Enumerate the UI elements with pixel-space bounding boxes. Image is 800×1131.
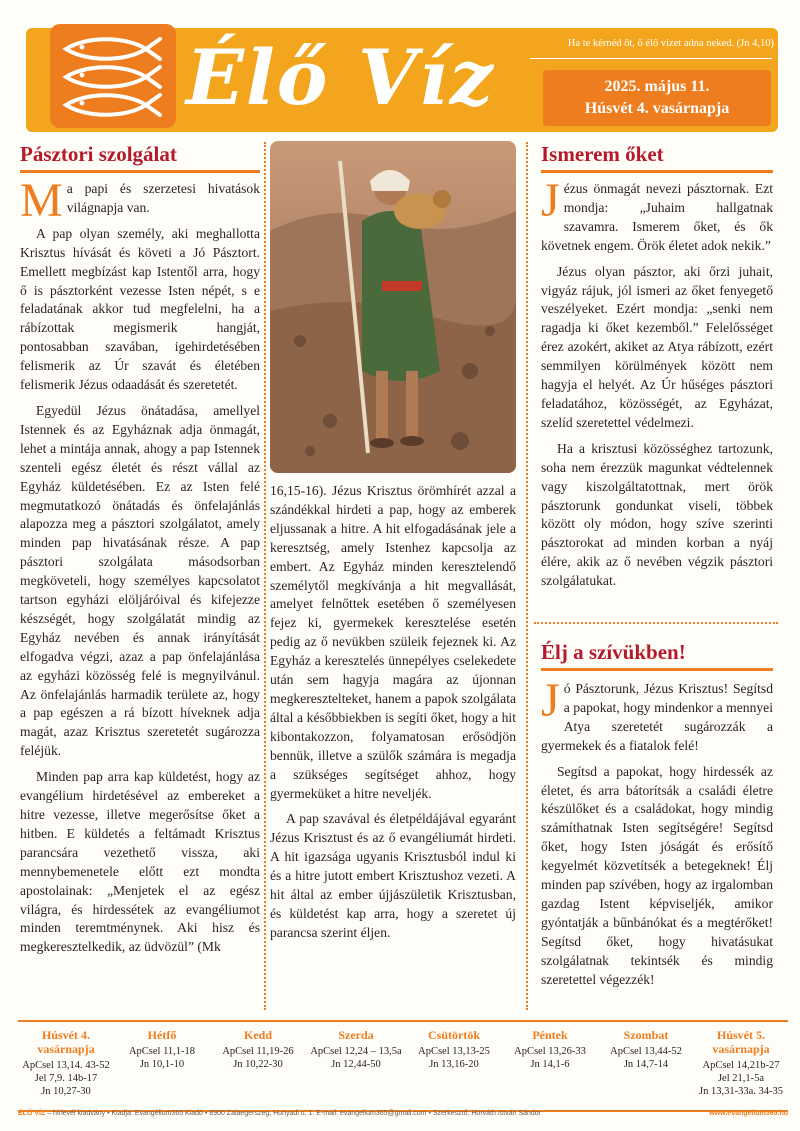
- reading-ref: Jn 10,22-30: [233, 1059, 283, 1070]
- reading-ref: Jel 21,1-5a: [717, 1073, 765, 1084]
- heading-rule: [20, 170, 260, 173]
- article2-p3: Ha a krisztusi közösséghez tartozunk, soha nem érezzük magunkat védtelennek vagy kiszolgáltatottnak, mert örök pásztorunk gondunkat viseli, többek között oly módon, hogy szíve szerinti pásztorokat ad minden korban a nyáj élére, akik az ő nevében végzik pásztori szolgálatukat.: [541, 440, 773, 589]
- article1-heading: Pásztori szolgálat: [20, 142, 177, 166]
- reading-ref: Jn 13,16-20: [429, 1059, 479, 1070]
- fish-icon: [60, 92, 164, 118]
- footer-website[interactable]: www.evangelium365.hu: [709, 1110, 788, 1117]
- reading-ref: Jn 10,1-10: [139, 1059, 185, 1070]
- reading-day: [210, 1028, 306, 1071]
- reading-ref: Jn 10,27-30: [41, 1086, 91, 1097]
- issue-occasion: Húsvét 4. vasárnapja: [584, 100, 730, 117]
- reading-ref: ApCsel 13,44-52: [610, 1046, 682, 1057]
- article2-p2: Jézus olyan pásztor, aki őrzi juhait, vigyáz rájuk, jól ismeri az őket fenyegető veszélyeket. Ezért mondja: „senki nem ragadja ki őket kezemből.” Felelősséget érez azokért, akiket az Atya rábízott, ezért semmilyen körülmények között nem hagyja el helyét. Az Úr hűséges pásztori feladatához, közösségét, az Egyházat, szelíd szeretettel védelmezi.: [541, 263, 773, 430]
- reading-day-name: Húsvét 5. vasárnapja: [712, 1028, 770, 1056]
- fish-icon: [60, 64, 164, 90]
- reading-ref: ApCsel 13,14. 43-52: [22, 1060, 110, 1071]
- reading-day-name: Szombat: [623, 1028, 669, 1042]
- article2-body: [541, 174, 773, 598]
- article1-body: [20, 174, 260, 964]
- article2-p1: ézus önmagát nevezi pásztornak. Ezt mondja: „Juhaim hallgatnak szavamra. Ismerem őket, és ők követnek engem. Örök életet adok nekik.”: [541, 181, 773, 253]
- reading-ref: Jn 13,31-33a. 34-35: [699, 1086, 783, 1097]
- article1-p3: Egyedül Jézus önátadása, amellyel Istennek és az Egyháznak adja önmagát, lehet a mintája annak, ahogy a pap Istennek szenteli egész életét és részt vállal az Egyház küldetésében. Ez az Isten felé megmutatkozó önátadás és önfelajánlás alapozza meg a pásztori szolgálatot, amely minden pap hivatásának része. A pap pásztori szolgálata másodsorban megköveteli, hogy személyes kapcsolatot tartson egyházi elöljáróival és kifejezze készségét, hogy szolgálatát mindig az Egyház nevében és annak irányítását elfogadva végzi, azaz a pap önfelajánlása az egyházi közösség felé is megnyilvánul. Az önfelajánlás harmadik területe az, hogy a pap egészen a rá bízott híveknek adja magát, azaz Krisztus szeretetét sugározza feléjük.: [20, 402, 260, 759]
- footer-text: – hírlevél kiadvány • Kiadja: Evangélium365 Kiadó • 8900 Zalaegerszeg, Hunyadi u. 1. E-mail: evangelium365@gmail.com • Szerkesztő: Horváth István Sándor: [47, 1110, 542, 1117]
- reading-day-name: Csütörtök: [427, 1028, 480, 1042]
- reading-ref: Jn 12,44-50: [331, 1059, 381, 1070]
- article3-p1: ó Pásztorunk, Jézus Krisztus! Segítsd a papokat, hogy mindenkor a mennyei Atya szeretetét sugározzák a gyermekek és a fiatalok felé!: [541, 681, 773, 753]
- reading-ref: ApCsel 13,13-25: [418, 1046, 490, 1057]
- article2-heading: Ismerem őket: [541, 142, 664, 166]
- footer-brand: ÉLŐ VÍZ: [18, 1110, 46, 1117]
- article1-p5: 16,15-16). Jézus Krisztus örömhírét azzal a szándékkal hirdeti a pap, hogy az emberek eljussanak a hitre. A hit elfogadásának jele a keresztség, amely Istenhez kapcsolja az embert. Az Egyház minden keresztelendő személytől megkívánja a hit megvallását, amelyet felnőttek esetében ő személyesen fejez ki, gyermekek keresztelése esetén pedig az ő nevükben szüleik fejeznek ki. Az Egyház a keresztelés ünnepélyes cselekedete után sem hagyja magára az újonnan megkeresztelteket, hanem a papok szolgálata által a későbbiekben is segíti őket, hogy a hit kibontakozzon, folyamatosan erősödjön bennük, illetve a szülők számára is megadja a szükséges segítséget ahhoz, hogy gyermeküket a hitre neveljék.: [270, 483, 516, 801]
- reading-ref: Jn 14,7-14: [623, 1059, 669, 1070]
- section-divider: [534, 622, 778, 624]
- reading-day-name: Szerda: [338, 1028, 374, 1042]
- article1-continued: [270, 482, 516, 950]
- heading-rule: [541, 170, 773, 173]
- reading-day-name: Húsvét 4. vasárnapja: [37, 1028, 95, 1056]
- reading-day: [694, 1028, 788, 1098]
- reading-ref: ApCsel 11,19-26: [222, 1046, 294, 1057]
- dropcap: J: [541, 174, 560, 227]
- reading-day: [114, 1028, 210, 1071]
- article1-p2: A pap olyan személy, aki meghallotta Krisztus hívását és követi a Jó Pásztort. Emellett megbízást kap Istentől arra, hogy ő is pásztorként vezesse Isten népét, s e feladatának akkor tud megfelelni, ha a rábízottak megismerik hangját, pontosabban szavában, igehirdetésében felismerik az Úr szavát és életében felismerik Jézus odaadását és szeretetét.: [20, 225, 260, 393]
- header-quote: Ha te kérnéd őt, ő élő vizet adna neked. (Jn 4,10): [567, 38, 774, 49]
- reading-ref: ApCsel 12,24 – 13,5a: [310, 1046, 402, 1057]
- dropcap: M: [20, 174, 63, 227]
- reading-ref: ApCsel 11,1-18: [128, 1046, 196, 1057]
- reading-ref: Jel 7,9. 14b-17: [34, 1073, 98, 1084]
- heading-rule: [541, 668, 773, 671]
- article1-p4: Minden pap arra kap küldetést, hogy az evangélium hirdetésével az embereket a hitre vezesse, illetve megerősítse őket a hitben. E küldetés a feltámadt Krisztus parancsára vezethető vissza, aki mennybemenetele előtt ezt mondta apostolainak: „Menjetek el az egész világra, és hirdessétek az evangéliumot minden teremtménynek. Aki hisz és megkeresztelkedik, az üdvözül” (Mk: [20, 769, 260, 955]
- article3-p2: Segítsd a papokat, hogy hirdessék az életet, és arra bátorítsák a családi életre készülőket és a családokat, hogy mindig számíthatnak Isten segítségére! Segítsd őket, hogy Isten jóságát és erősítő kegyelmét közvetítsék a betegeknek! Élj minden pap szívében, hogy az irgalomban gazdag Istent képviseljék, amikor gyóntatják a bűnbánókat és a megtérőket! Segítsd őket, hogy hivatásukat szolgálatnak tekintsék és mindig szeretettel végezzék!: [541, 763, 773, 987]
- article3-heading: Élj a szívükben!: [541, 640, 686, 664]
- reading-day-name: Péntek: [532, 1028, 568, 1042]
- reading-ref: ApCsel 14,21b-27: [702, 1060, 780, 1071]
- article3-body: [541, 674, 773, 997]
- reading-ref: ApCsel 13,26-33: [514, 1046, 586, 1057]
- logo: [50, 24, 176, 128]
- reading-day: [502, 1028, 598, 1071]
- column-divider: [526, 142, 528, 1010]
- column-divider: [264, 142, 266, 1010]
- issue-date: 2025. május 11.: [604, 78, 710, 95]
- reading-ref: Jn 14,1-6: [530, 1059, 570, 1070]
- footer: [18, 1110, 788, 1117]
- reading-day: [406, 1028, 502, 1071]
- article1-p6: A pap szavával és életpéldájával egyaránt Jézus Krisztust és az ő evangéliumát hirdeti. A hit igazsága ugyanis Krisztusból indul ki és a hitre jutott embert Krisztushoz vezeti. A hit által az ember újjászületik Krisztusban, és küldetést kap arra, hogy a szeretet új parancsa szerint éljen.: [270, 811, 516, 940]
- reading-day-name: Kedd: [243, 1028, 272, 1042]
- weekly-readings: [18, 1020, 788, 1112]
- reading-day: [306, 1028, 406, 1071]
- fish-icon: [60, 36, 164, 62]
- shepherd-image: [270, 141, 516, 473]
- article1-p1: a papi és szerzetesi hivatások világnapja van.: [66, 181, 260, 215]
- publication-title: Élő Víz: [186, 33, 495, 122]
- reading-day: [18, 1028, 114, 1098]
- reading-day-name: Hétfő: [147, 1028, 177, 1042]
- date-box: [543, 70, 771, 126]
- shepherd-photo: [270, 141, 516, 473]
- quote-divider: [530, 58, 772, 59]
- reading-day: [598, 1028, 694, 1071]
- dropcap: J: [541, 674, 560, 727]
